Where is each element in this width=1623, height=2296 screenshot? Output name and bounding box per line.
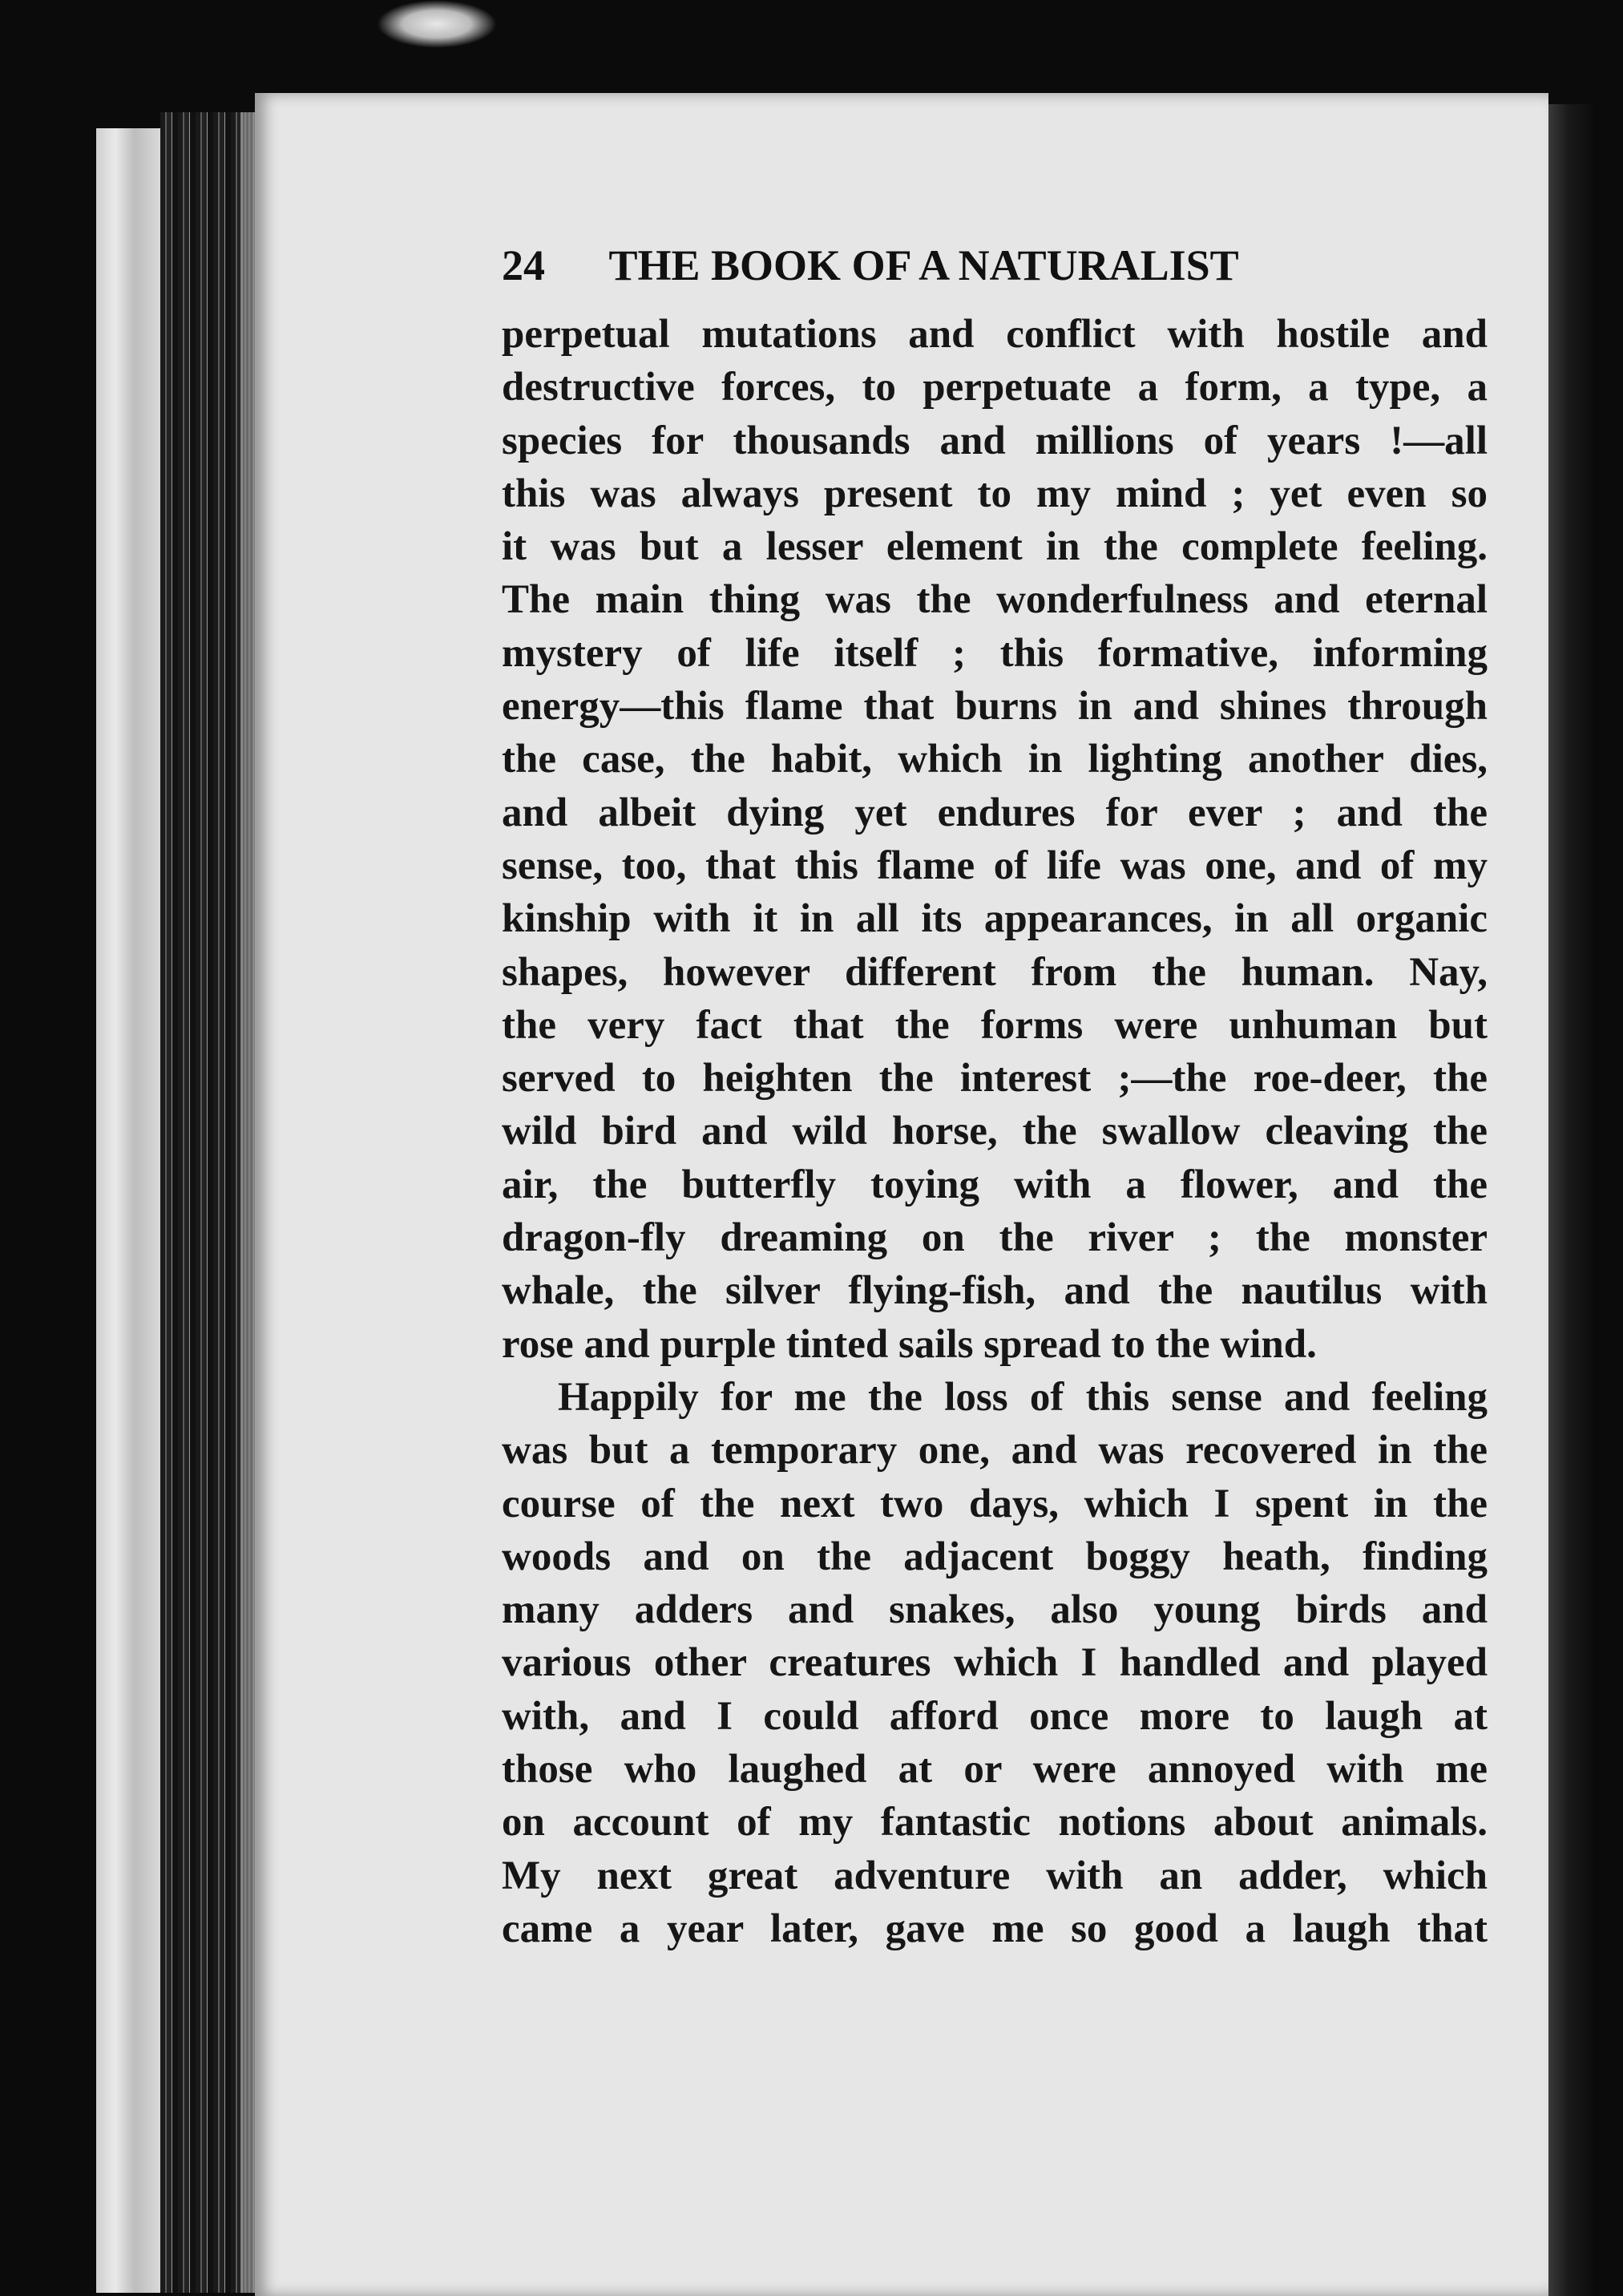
- text-line: species for thousands and millions of years !—all: [502, 418, 1488, 463]
- text-line: many adders and snakes, also young birds and: [502, 1587, 1488, 1633]
- text-line: it was but a lesser element in the complete feeling.: [502, 524, 1488, 570]
- text-line: woods and on the adjacent boggy heath, finding: [502, 1534, 1488, 1579]
- text-line: destructive forces, to perpetuate a form, a type, a: [502, 365, 1488, 410]
- scan-smudge: [377, 0, 497, 48]
- text-line: those who laughed at or were annoyed with me: [502, 1747, 1488, 1793]
- text-line: My next great adventure with an adder, which: [502, 1853, 1488, 1898]
- text-line: and albeit dying yet endures for ever ; and the: [502, 790, 1488, 835]
- running-title: THE BOOK OF A NATURALIST: [608, 241, 1239, 289]
- page-number: 24: [502, 241, 545, 289]
- text-line: mystery of life itself ; this formative, informing: [502, 630, 1488, 676]
- text-line: shapes, however different from the human. Nay,: [502, 949, 1488, 995]
- text-line: kinship with it in all its appearances, in all organic: [502, 896, 1488, 942]
- text-line: various other creatures which I handled and played: [502, 1640, 1488, 1686]
- text-line: dragon-fly dreaming on the river ; the monster: [502, 1215, 1488, 1261]
- text-line: The main thing was the wonderfulness and eternal: [502, 577, 1488, 623]
- text-line: with, and I could afford once more to laugh at: [502, 1693, 1488, 1739]
- right-page-edge: [1548, 104, 1597, 2296]
- text-line: on account of my fantastic notions about animals.: [502, 1800, 1488, 1845]
- body-text: [502, 308, 1488, 1955]
- running-header: [502, 241, 1496, 305]
- text-line: rose and purple tinted sails spread to the wind.: [502, 1321, 1317, 1367]
- text-line: whale, the silver flying-fish, and the nautilus with: [502, 1268, 1488, 1314]
- text-line: came a year later, gave me so good a laugh that: [502, 1906, 1488, 1951]
- text-line: this was always present to my mind ; yet even so: [502, 471, 1488, 516]
- text-line: the very fact that the forms were unhuman but: [502, 1002, 1488, 1048]
- text-line: sense, too, that this flame of life was one, and of my: [502, 843, 1488, 888]
- text-line: air, the butterfly toying with a flower, and the: [502, 1162, 1488, 1207]
- text-line: course of the next two days, which I spent in the: [502, 1481, 1488, 1526]
- text-line: wild bird and wild horse, the swallow cleaving the: [502, 1109, 1488, 1154]
- text-line: served to heighten the interest ;—the roe-deer, the: [502, 1056, 1488, 1102]
- left-page-edge: [96, 128, 160, 2293]
- text-line: the case, the habit, which in lighting another dies,: [502, 737, 1488, 782]
- text-line: perpetual mutations and conflict with hostile and: [502, 312, 1488, 357]
- text-line: energy—this flame that burns in and shines through: [502, 684, 1488, 730]
- text-line: Happily for me the loss of this sense and feeling: [558, 1374, 1488, 1420]
- text-line: was but a temporary one, and was recovered in the: [502, 1428, 1488, 1473]
